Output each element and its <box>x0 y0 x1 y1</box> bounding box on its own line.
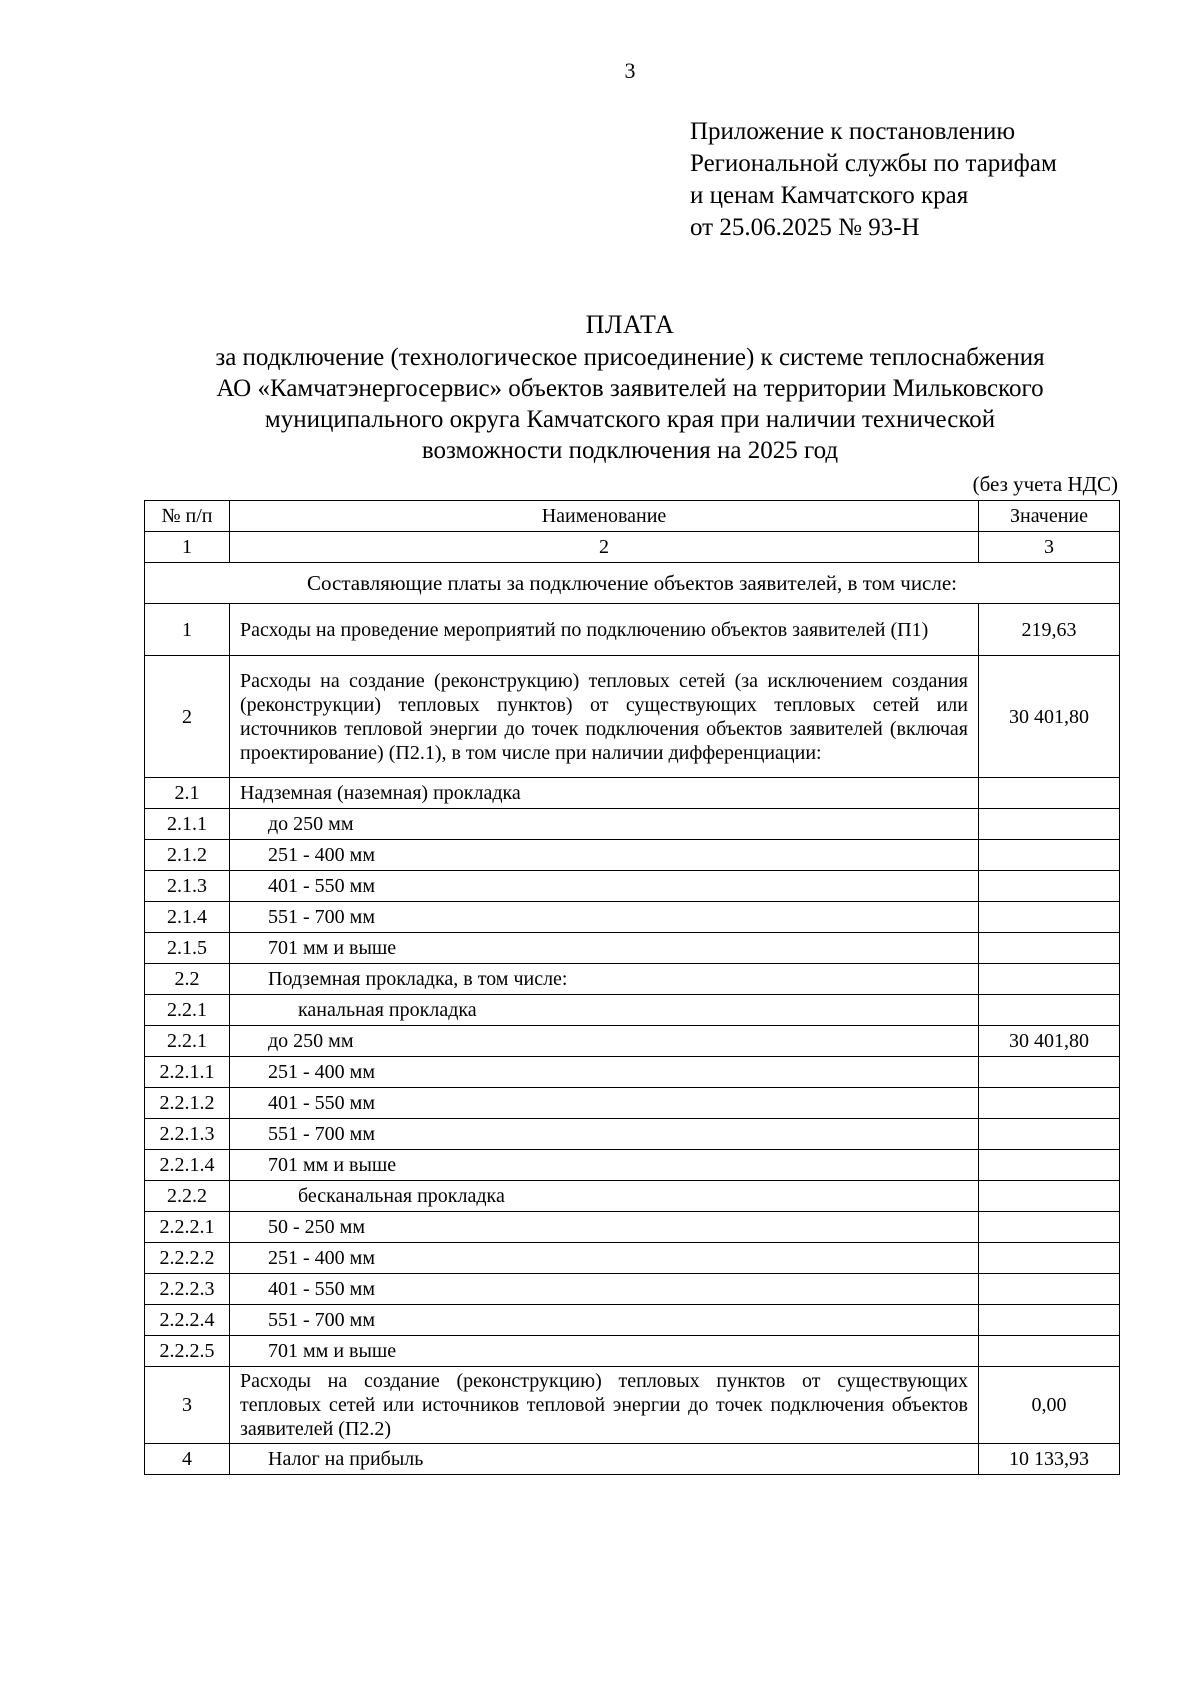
row-value <box>979 1119 1120 1150</box>
appendix-line: от 25.06.2025 № 93-Н <box>690 214 920 241</box>
row-name: Надземная (наземная) прокладка <box>230 778 979 809</box>
row-name: 251 - 400 мм <box>230 840 979 871</box>
row-number: 2.2.2.2 <box>145 1243 230 1274</box>
row-number: 2.1.4 <box>145 902 230 933</box>
table-row <box>145 1026 1120 1057</box>
row-number: 2.1.5 <box>145 933 230 964</box>
row-name: 251 - 400 мм <box>230 1057 979 1088</box>
table-row <box>145 809 1120 840</box>
appendix-line: Региональной службы по тарифам <box>690 150 1057 177</box>
row-number: 2.2.2.5 <box>145 1336 230 1367</box>
row-number: 2.2.1.1 <box>145 1057 230 1088</box>
section-title: Составляющие платы за подключение объектов заявителей, в том числе: <box>145 563 1120 604</box>
table-row <box>145 1119 1120 1150</box>
table-row <box>145 1367 1120 1444</box>
table-header-row <box>145 501 1120 532</box>
row-number: 2.1.3 <box>145 871 230 902</box>
row-name: до 250 мм <box>230 809 979 840</box>
row-number: 2.2.2.4 <box>145 1305 230 1336</box>
row-name: канальная прокладка <box>230 995 979 1026</box>
row-value <box>979 1212 1120 1243</box>
table-row <box>145 1336 1120 1367</box>
row-value <box>979 778 1120 809</box>
row-value <box>979 1305 1120 1336</box>
row-value <box>979 1150 1120 1181</box>
table-row <box>145 840 1120 871</box>
appendix-reference <box>690 116 1057 244</box>
column-number: 3 <box>979 532 1120 563</box>
row-name: Расходы на проведение мероприятий по подключению объектов заявителей (П1) <box>230 604 979 656</box>
table-section-row <box>145 563 1120 604</box>
table-row <box>145 1444 1120 1475</box>
row-name: 701 мм и выше <box>230 1336 979 1367</box>
row-value: 0,00 <box>979 1367 1120 1444</box>
row-name: 401 - 550 мм <box>230 1274 979 1305</box>
row-value: 219,63 <box>979 604 1120 656</box>
row-value <box>979 933 1120 964</box>
row-value: 30 401,80 <box>979 656 1120 778</box>
appendix-line: Приложение к постановлению <box>690 118 1016 145</box>
header-value: Значение <box>979 501 1120 532</box>
subtitle-line: муниципального округа Камчатского края при наличии технической <box>264 406 996 433</box>
row-value <box>979 1274 1120 1305</box>
table-row <box>145 1057 1120 1088</box>
row-number: 2.2.1.4 <box>145 1150 230 1181</box>
row-number: 4 <box>145 1444 230 1475</box>
row-number: 1 <box>145 604 230 656</box>
table-row <box>145 902 1120 933</box>
row-value <box>979 871 1120 902</box>
table-row <box>145 1088 1120 1119</box>
header-name: Наименование <box>230 501 979 532</box>
row-value <box>979 1336 1120 1367</box>
row-number: 2.2.1 <box>145 1026 230 1057</box>
appendix-line: и ценам Камчатского края <box>690 182 969 209</box>
row-name: до 250 мм <box>230 1026 979 1057</box>
row-value <box>979 995 1120 1026</box>
row-name: 701 мм и выше <box>230 933 979 964</box>
row-name: 551 - 700 мм <box>230 1119 979 1150</box>
row-number: 2.1.2 <box>145 840 230 871</box>
table-row <box>145 656 1120 778</box>
table-row <box>145 604 1120 656</box>
table-row <box>145 1274 1120 1305</box>
table-row <box>145 1212 1120 1243</box>
row-value <box>979 1057 1120 1088</box>
row-number: 2.2.1 <box>145 995 230 1026</box>
row-value <box>979 840 1120 871</box>
subtitle-line: возможности подключения на 2025 год <box>421 437 839 464</box>
vat-note: (без учета НДС) <box>972 472 1118 496</box>
row-name: Расходы на создание (реконструкцию) тепловых сетей (за исключением создания (реконструкции) тепловых пунктов) от существующих тепловых сетей или источников тепловой энергии до точек подключения объектов заявителей (включая проектирование) (П2.1), в том числе при наличии дифференциации: <box>230 656 979 778</box>
page-number: 3 <box>624 58 636 83</box>
row-name: 251 - 400 мм <box>230 1243 979 1274</box>
row-number: 2.2.1.2 <box>145 1088 230 1119</box>
row-number: 2 <box>145 656 230 778</box>
row-value <box>979 964 1120 995</box>
row-name: 701 мм и выше <box>230 1150 979 1181</box>
row-value: 30 401,80 <box>979 1026 1120 1057</box>
row-value <box>979 1088 1120 1119</box>
row-number: 2.1 <box>145 778 230 809</box>
row-number: 2.2.2.3 <box>145 1274 230 1305</box>
row-value <box>979 809 1120 840</box>
row-number: 2.2.1.3 <box>145 1119 230 1150</box>
table-row <box>145 1150 1120 1181</box>
table-column-number-row <box>145 532 1120 563</box>
row-name: 401 - 550 мм <box>230 1088 979 1119</box>
row-name: бесканальная прокладка <box>230 1181 979 1212</box>
row-number: 2.2 <box>145 964 230 995</box>
table-row <box>145 1305 1120 1336</box>
row-number: 2.2.2.1 <box>145 1212 230 1243</box>
table-row <box>145 964 1120 995</box>
row-name: Подземная прокладка, в том числе: <box>230 964 979 995</box>
document-title: ПЛАТА <box>585 310 675 339</box>
document-title-block <box>140 308 1120 466</box>
row-value <box>979 1181 1120 1212</box>
table-row <box>145 933 1120 964</box>
row-name: 551 - 700 мм <box>230 1305 979 1336</box>
header-number: № п/п <box>145 501 230 532</box>
table-row <box>145 871 1120 902</box>
table-row <box>145 778 1120 809</box>
row-name: Расходы на создание (реконструкцию) тепловых пунктов от существующих тепловых сетей или источников тепловой энергии до точек подключения объектов заявителей (П2.2) <box>230 1367 979 1444</box>
table-row <box>145 1181 1120 1212</box>
tariff-table <box>144 500 1120 1475</box>
row-number: 2.2.2 <box>145 1181 230 1212</box>
column-number: 2 <box>230 532 979 563</box>
subtitle-line: АО «Камчатэнергосервис» объектов заявителей на территории Мильковского <box>216 375 1044 402</box>
row-number: 3 <box>145 1367 230 1444</box>
row-name: 551 - 700 мм <box>230 902 979 933</box>
document-subtitle <box>140 342 1120 466</box>
row-name: 50 - 250 мм <box>230 1212 979 1243</box>
row-name: Налог на прибыль <box>230 1444 979 1475</box>
table-row <box>145 995 1120 1026</box>
row-value <box>979 1243 1120 1274</box>
row-value <box>979 902 1120 933</box>
table-row <box>145 1243 1120 1274</box>
row-value: 10 133,93 <box>979 1444 1120 1475</box>
row-number: 2.1.1 <box>145 809 230 840</box>
column-number: 1 <box>145 532 230 563</box>
subtitle-line: за подключение (технологическое присоединение) к системе теплоснабжения <box>215 344 1045 371</box>
row-name: 401 - 550 мм <box>230 871 979 902</box>
